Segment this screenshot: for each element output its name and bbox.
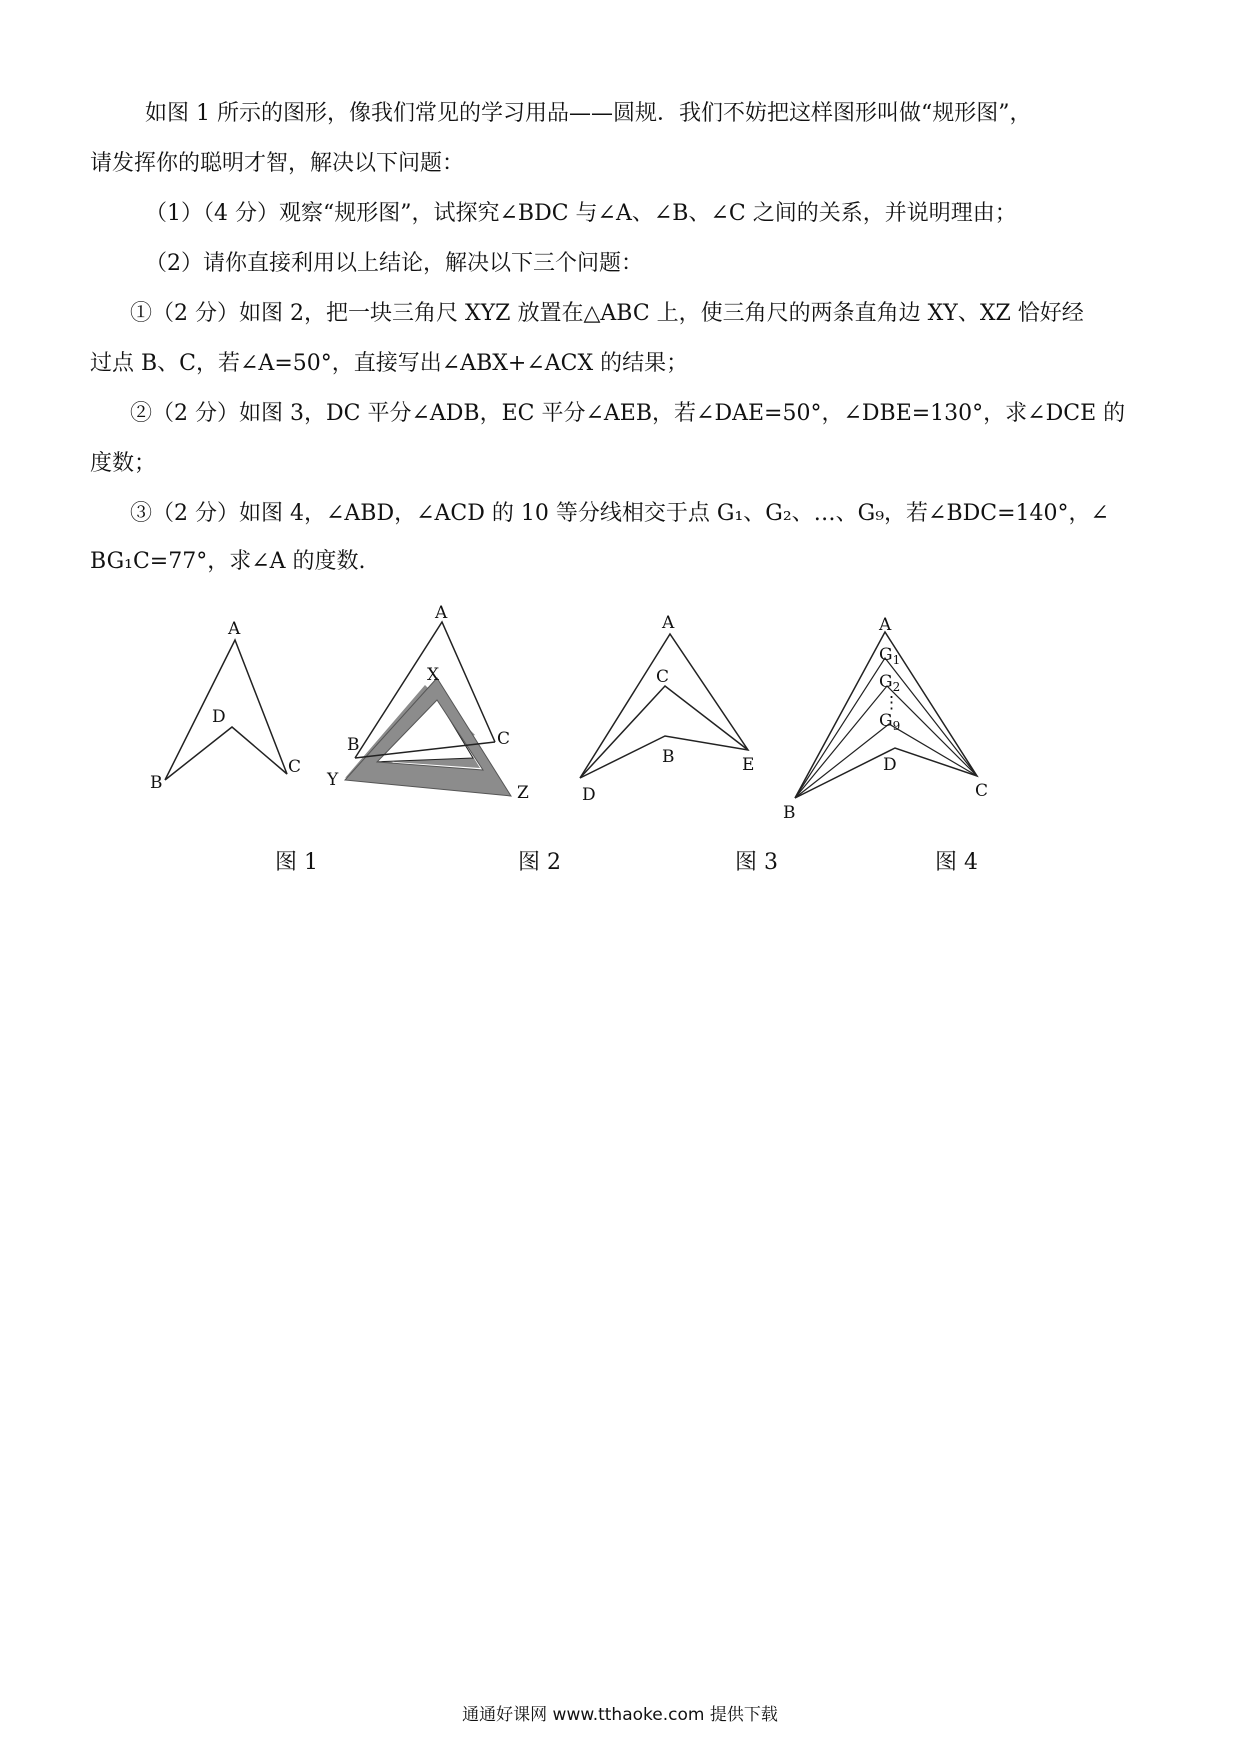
fig2-label-Y: Y <box>327 770 339 790</box>
fig4-label-G2: $G_2$ <box>879 672 901 694</box>
fig3-label-C: C <box>656 667 670 687</box>
fig4-label-A: A <box>879 615 892 635</box>
fig1-label-A: A <box>228 619 241 639</box>
figure-2-caption: 图 2 <box>518 850 561 875</box>
fig4-label-C: C <box>975 781 989 801</box>
fig3-label-E: E <box>742 755 755 775</box>
fig2-label-Z: Z <box>517 783 529 803</box>
figure-1-shape <box>165 640 287 780</box>
figure-4 <box>775 600 1015 829</box>
fig2-label-B: B <box>347 735 360 755</box>
fig1-label-C: C <box>288 757 302 777</box>
problem-1-line-2: 过点 B、C，若∠A=50°，直接写出∠ABX+∠ACX 的结果； <box>90 351 689 376</box>
figure-1-caption: 图 1 <box>275 850 318 875</box>
fig4-label-G1: $G_1$ <box>879 645 901 667</box>
fig3-label-B: B <box>662 747 675 767</box>
fig4-label-G9: $G_9$ <box>879 711 901 733</box>
fig1-label-D: D <box>212 707 226 727</box>
page-footer: 通通好课网 www.tthaoke.com 提供下载 <box>462 1705 778 1725</box>
fig3-label-D: D <box>582 785 596 805</box>
fig1-label-B: B <box>150 773 163 793</box>
intro-line-1: 如图 1 所示的图形，像我们常见的学习用品——圆规．我们不妨把这样图形叫做“规形图”， <box>145 101 1032 126</box>
problem-3-line-2: BG₁C=77°，求∠A 的度数. <box>90 549 366 574</box>
question-2: （2）请你直接利用以上结论，解决以下三个问题： <box>145 251 643 276</box>
fig3-label-A: A <box>662 613 675 633</box>
problem-1-line-1: ①（2 分）如图 2，把一块三角尺 XYZ 放置在△ABC 上，使三角尺的两条直角边 XY、XZ 恰好经 <box>130 301 1084 326</box>
problem-2-line-2: 度数； <box>90 451 157 476</box>
figure-3-caption: 图 3 <box>735 850 778 875</box>
fig4-dots: ⋮ <box>883 693 900 713</box>
question-1: （1）（4 分）观察“规形图”，试探究∠BDC 与∠A、∠B、∠C 之间的关系，并说明理由； <box>145 201 1017 226</box>
fig2-label-A: A <box>435 603 448 623</box>
figure-4-caption: 图 4 <box>935 850 978 875</box>
fig2-label-X: X <box>427 665 440 685</box>
figure-3 <box>570 600 770 814</box>
problem-3-line-1: ③（2 分）如图 4，∠ABD，∠ACD 的 10 等分线相交于点 G₁、G₂、…、G₉，若∠BDC=140°，∠ <box>130 501 1109 526</box>
fig4-label-B: B <box>783 803 796 823</box>
fig2-label-C: C <box>497 729 511 749</box>
problem-2-line-1: ②（2 分）如图 3，DC 平分∠ADB，EC 平分∠AEB，若∠DAE=50°，∠DBE=130°，求∠DCE 的 <box>130 401 1126 426</box>
figure-1 <box>140 600 320 804</box>
intro-line-2: 请发挥你的聪明才智，解决以下问题： <box>90 151 465 176</box>
fig4-label-D: D <box>883 755 897 775</box>
figure-2 <box>325 600 555 824</box>
